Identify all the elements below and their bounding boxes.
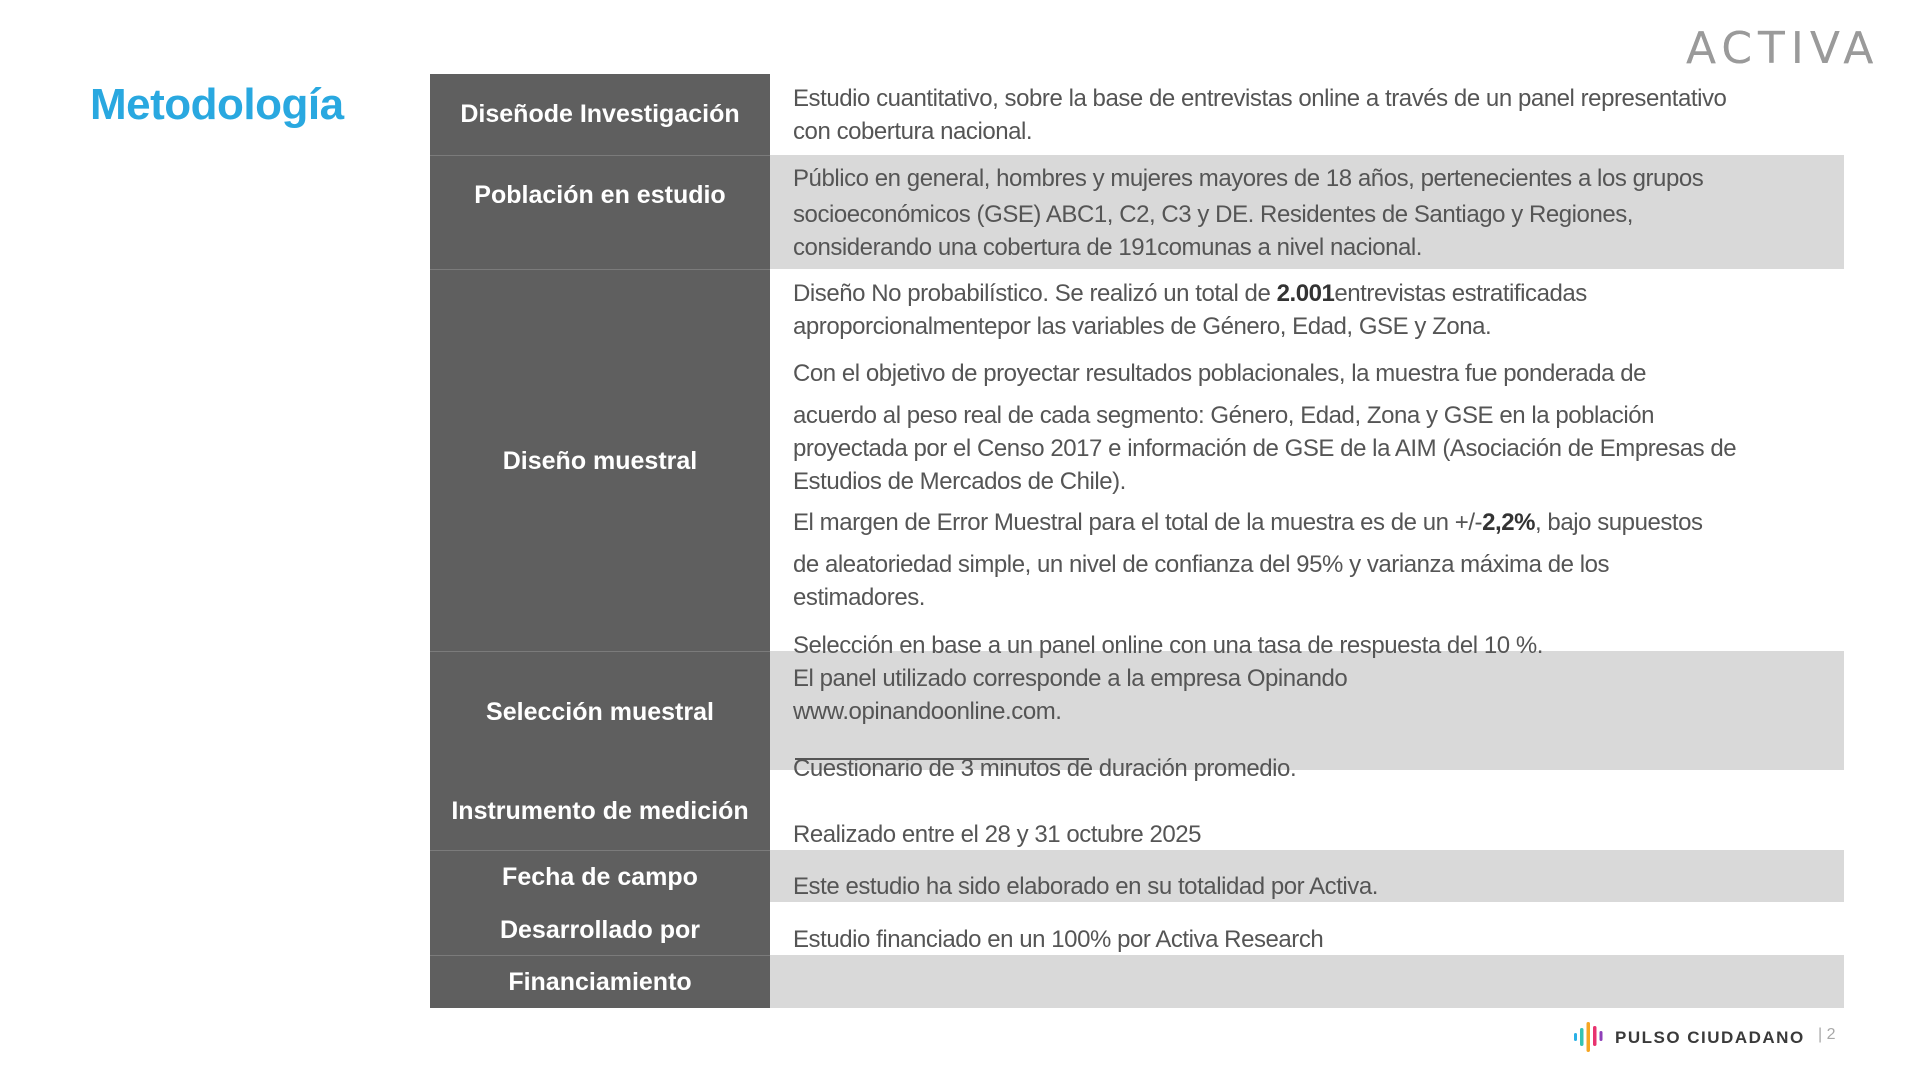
text-segment: entrevistas estratificadas — [1334, 280, 1587, 307]
text-segment: , bajo supuestos — [1535, 509, 1703, 536]
row-label-financiamiento: Financiamiento — [508, 968, 692, 996]
row-divider — [430, 850, 770, 851]
poblacion-text-3: considerando una cobertura de 191comunas a nivel nacional. — [793, 234, 1423, 261]
page-number-separator: | — [1818, 1026, 1823, 1043]
sample-size: 2.001 — [1276, 280, 1335, 307]
text-segment: El margen de Error Muestral para el total de la muestra es de un +/- — [793, 509, 1483, 536]
row-band-financiamiento — [770, 955, 1844, 1008]
diseno-investigacion-text-1: Estudio cuantitativo, sobre la base de entrevistas online a través de un panel representativo — [793, 85, 1727, 112]
row-label-fecha: Fecha de campo — [502, 863, 698, 891]
row-label-seleccion-muestral: Selección muestral — [486, 698, 714, 726]
seleccion-text-1: Selección en base a un panel online con una tasa de respuesta del 10 %. — [793, 632, 1543, 659]
diseno-muestral-p3-line1 — [793, 506, 1833, 539]
margin-of-error: 2,2% — [1482, 509, 1535, 536]
footer-brand: PULSO CIUDADANO — [1615, 1028, 1805, 1047]
diseno-muestral-p2-line3: proyectada por el Censo 2017 e información de GSE de la AIM (Asociación de Empresas de — [793, 435, 1737, 462]
row-divider — [430, 269, 770, 270]
diseno-muestral-p1-line1 — [793, 277, 1833, 310]
poblacion-text-1: Público en general, hombres y mujeres mayores de 18 años, pertenecientes a los grupos — [793, 165, 1704, 192]
row-divider — [430, 651, 770, 652]
diseno-muestral-p1-line2: aproporcionalmentepor las variables de Género, Edad, GSE y Zona. — [793, 313, 1492, 340]
row-label-instrumento: Instrumento de medición — [451, 797, 749, 825]
page-title: Metodología — [90, 80, 344, 129]
row-label-diseno-muestral: Diseño muestral — [502, 447, 698, 475]
seleccion-text-2: El panel utilizado corresponde a la empresa Opinando — [793, 665, 1348, 692]
row-label-poblacion: Población en estudio — [474, 181, 726, 209]
fecha-text: Realizado entre el 28 y 31 octubre 2025 — [793, 821, 1202, 848]
diseno-muestral-p3-line2: de aleatoriedad simple, un nivel de confianza del 95% y varianza máxima de los — [793, 551, 1610, 578]
row-label-desarrollado: Desarrollado por — [499, 916, 701, 944]
financiamiento-text: Estudio financiado en un 100% por Activa Research — [793, 926, 1324, 953]
diseno-muestral-p2-line1: Con el objetivo de proyectar resultados poblacionales, la muestra fue ponderada de — [793, 360, 1646, 387]
activa-logo: ACTIVA — [1686, 23, 1880, 74]
diseno-muestral-p3-line3: estimadores. — [793, 584, 925, 611]
diseno-muestral-p2-line2: acuerdo al peso real de cada segmento: Género, Edad, Zona y GSE en la población — [793, 402, 1655, 429]
seleccion-link-text: www.opinandoonline.com. — [793, 698, 1062, 725]
text-segment: Diseño No probabilístico. Se realizó un total de — [793, 280, 1277, 307]
instrumento-text: Cuestionario de 3 minutos de duración promedio. — [793, 755, 1297, 782]
diseno-investigacion-text-2: con cobertura nacional. — [793, 118, 1033, 145]
desarrollado-text: Este estudio ha sido elaborado en su totalidad por Activa. — [793, 873, 1378, 900]
diseno-muestral-p2-line4: Estudios de Mercados de Chile). — [793, 468, 1126, 495]
poblacion-text-2: socioeconómicos (GSE) ABC1, C2, C3 y DE. Residentes de Santiago y Regiones, — [793, 201, 1634, 228]
row-label-diseno-investigacion: Diseñode Investigación — [460, 100, 740, 128]
row-divider — [430, 955, 770, 956]
row-divider — [430, 155, 770, 156]
page-number-value: 2 — [1826, 1026, 1836, 1043]
page-number — [1818, 1026, 1836, 1044]
pulso-ciudadano-logo-icon — [1573, 1020, 1607, 1054]
